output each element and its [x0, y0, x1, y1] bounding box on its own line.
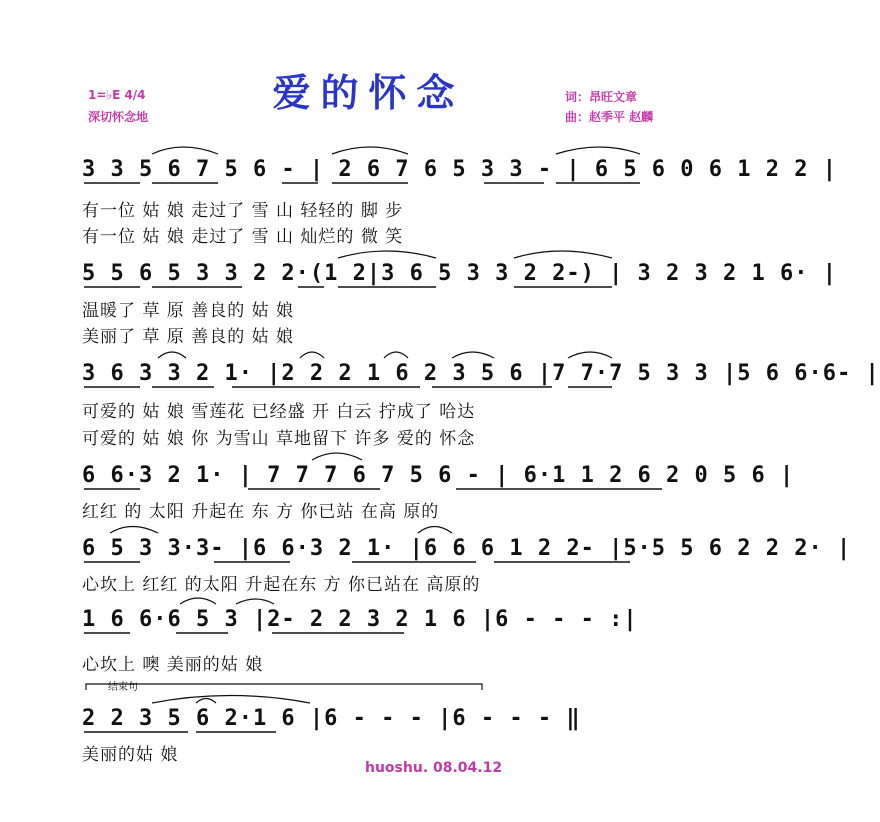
lyric-line-1-verse-2: 有一位 姑 娘 走过了 雪 山 灿烂的 微 笑 — [82, 227, 404, 247]
notation-line-2: 5 5 6 5 3 3 2 2·(1 2|3 6 5 3 3 2 2-) | 3 2 3 2 1 6· | — [82, 261, 837, 286]
lyric-line-7: 美丽的姑 娘 — [82, 745, 179, 765]
composer-credit: 曲：赵季平 赵麟 — [565, 110, 654, 124]
lyric-line-5: 心坎上 红红 的太阳 升起在东 方 你已站在 高原的 — [82, 575, 481, 595]
footer-signature: huoshu. 08.04.12 — [365, 760, 503, 776]
lyric-line-4: 红红 的 太阳 升起在 东 方 你已站 在高 原的 — [82, 502, 440, 522]
notation-line-7: 2 2 3 5 6 2·1 6 |6 - - - |6 - - - ‖ — [82, 706, 581, 731]
lyric-line-2-verse-1: 温暖了 草 原 善良的 姑 娘 — [82, 301, 295, 321]
notation-line-4: 6 6·3 2 1· | 7 7 7 6 7 5 6 - | 6·1 1 2 6 2 0 5 6 | — [82, 463, 795, 488]
key-time-signature: 1=♭E 4/4 — [88, 88, 146, 102]
notation-line-3: 3 6 3 3 2 1· |2 2 2 1 6 2 3 5 6 |7 7·7 5 3 3 |5 6 6·6- | — [82, 361, 880, 386]
ending-label: 结束句 — [106, 678, 140, 693]
lyric-line-3-verse-1: 可爱的 姑 娘 雪莲花 已经盛 开 白云 拧成了 哈达 — [82, 402, 476, 422]
notation-line-5: 6 5 3 3·3- |6 6·3 2 1· |6 6 6 1 2 2- |5·5 5 6 2 2 2· | — [82, 536, 852, 561]
lyric-line-3-verse-2: 可爱的 姑 娘 你 为雪山 草地留下 许多 爱的 怀念 — [82, 429, 476, 449]
lyricist-credit: 词：昂旺文章 — [565, 90, 638, 104]
song-title: 爱的怀念 — [272, 70, 465, 115]
notation-line-6: 1 6 6·6 5 3 |2- 2 2 3 2 1 6 |6 - - - :| — [82, 607, 638, 632]
lyric-line-6: 心坎上 噢 美丽的姑 娘 — [82, 655, 264, 675]
lyric-line-1-verse-1: 有一位 姑 娘 走过了 雪 山 轻轻的 脚 步 — [82, 201, 404, 221]
expression-mark: 深切怀念地 — [88, 110, 149, 124]
notation-line-1: 3 3 5 6 7 5 6 - | 2 6 7 6 5 3 3 - | 6 5 6 0 6 1 2 2 | — [82, 157, 837, 182]
lyric-line-2-verse-2: 美丽了 草 原 善良的 姑 娘 — [82, 327, 295, 347]
